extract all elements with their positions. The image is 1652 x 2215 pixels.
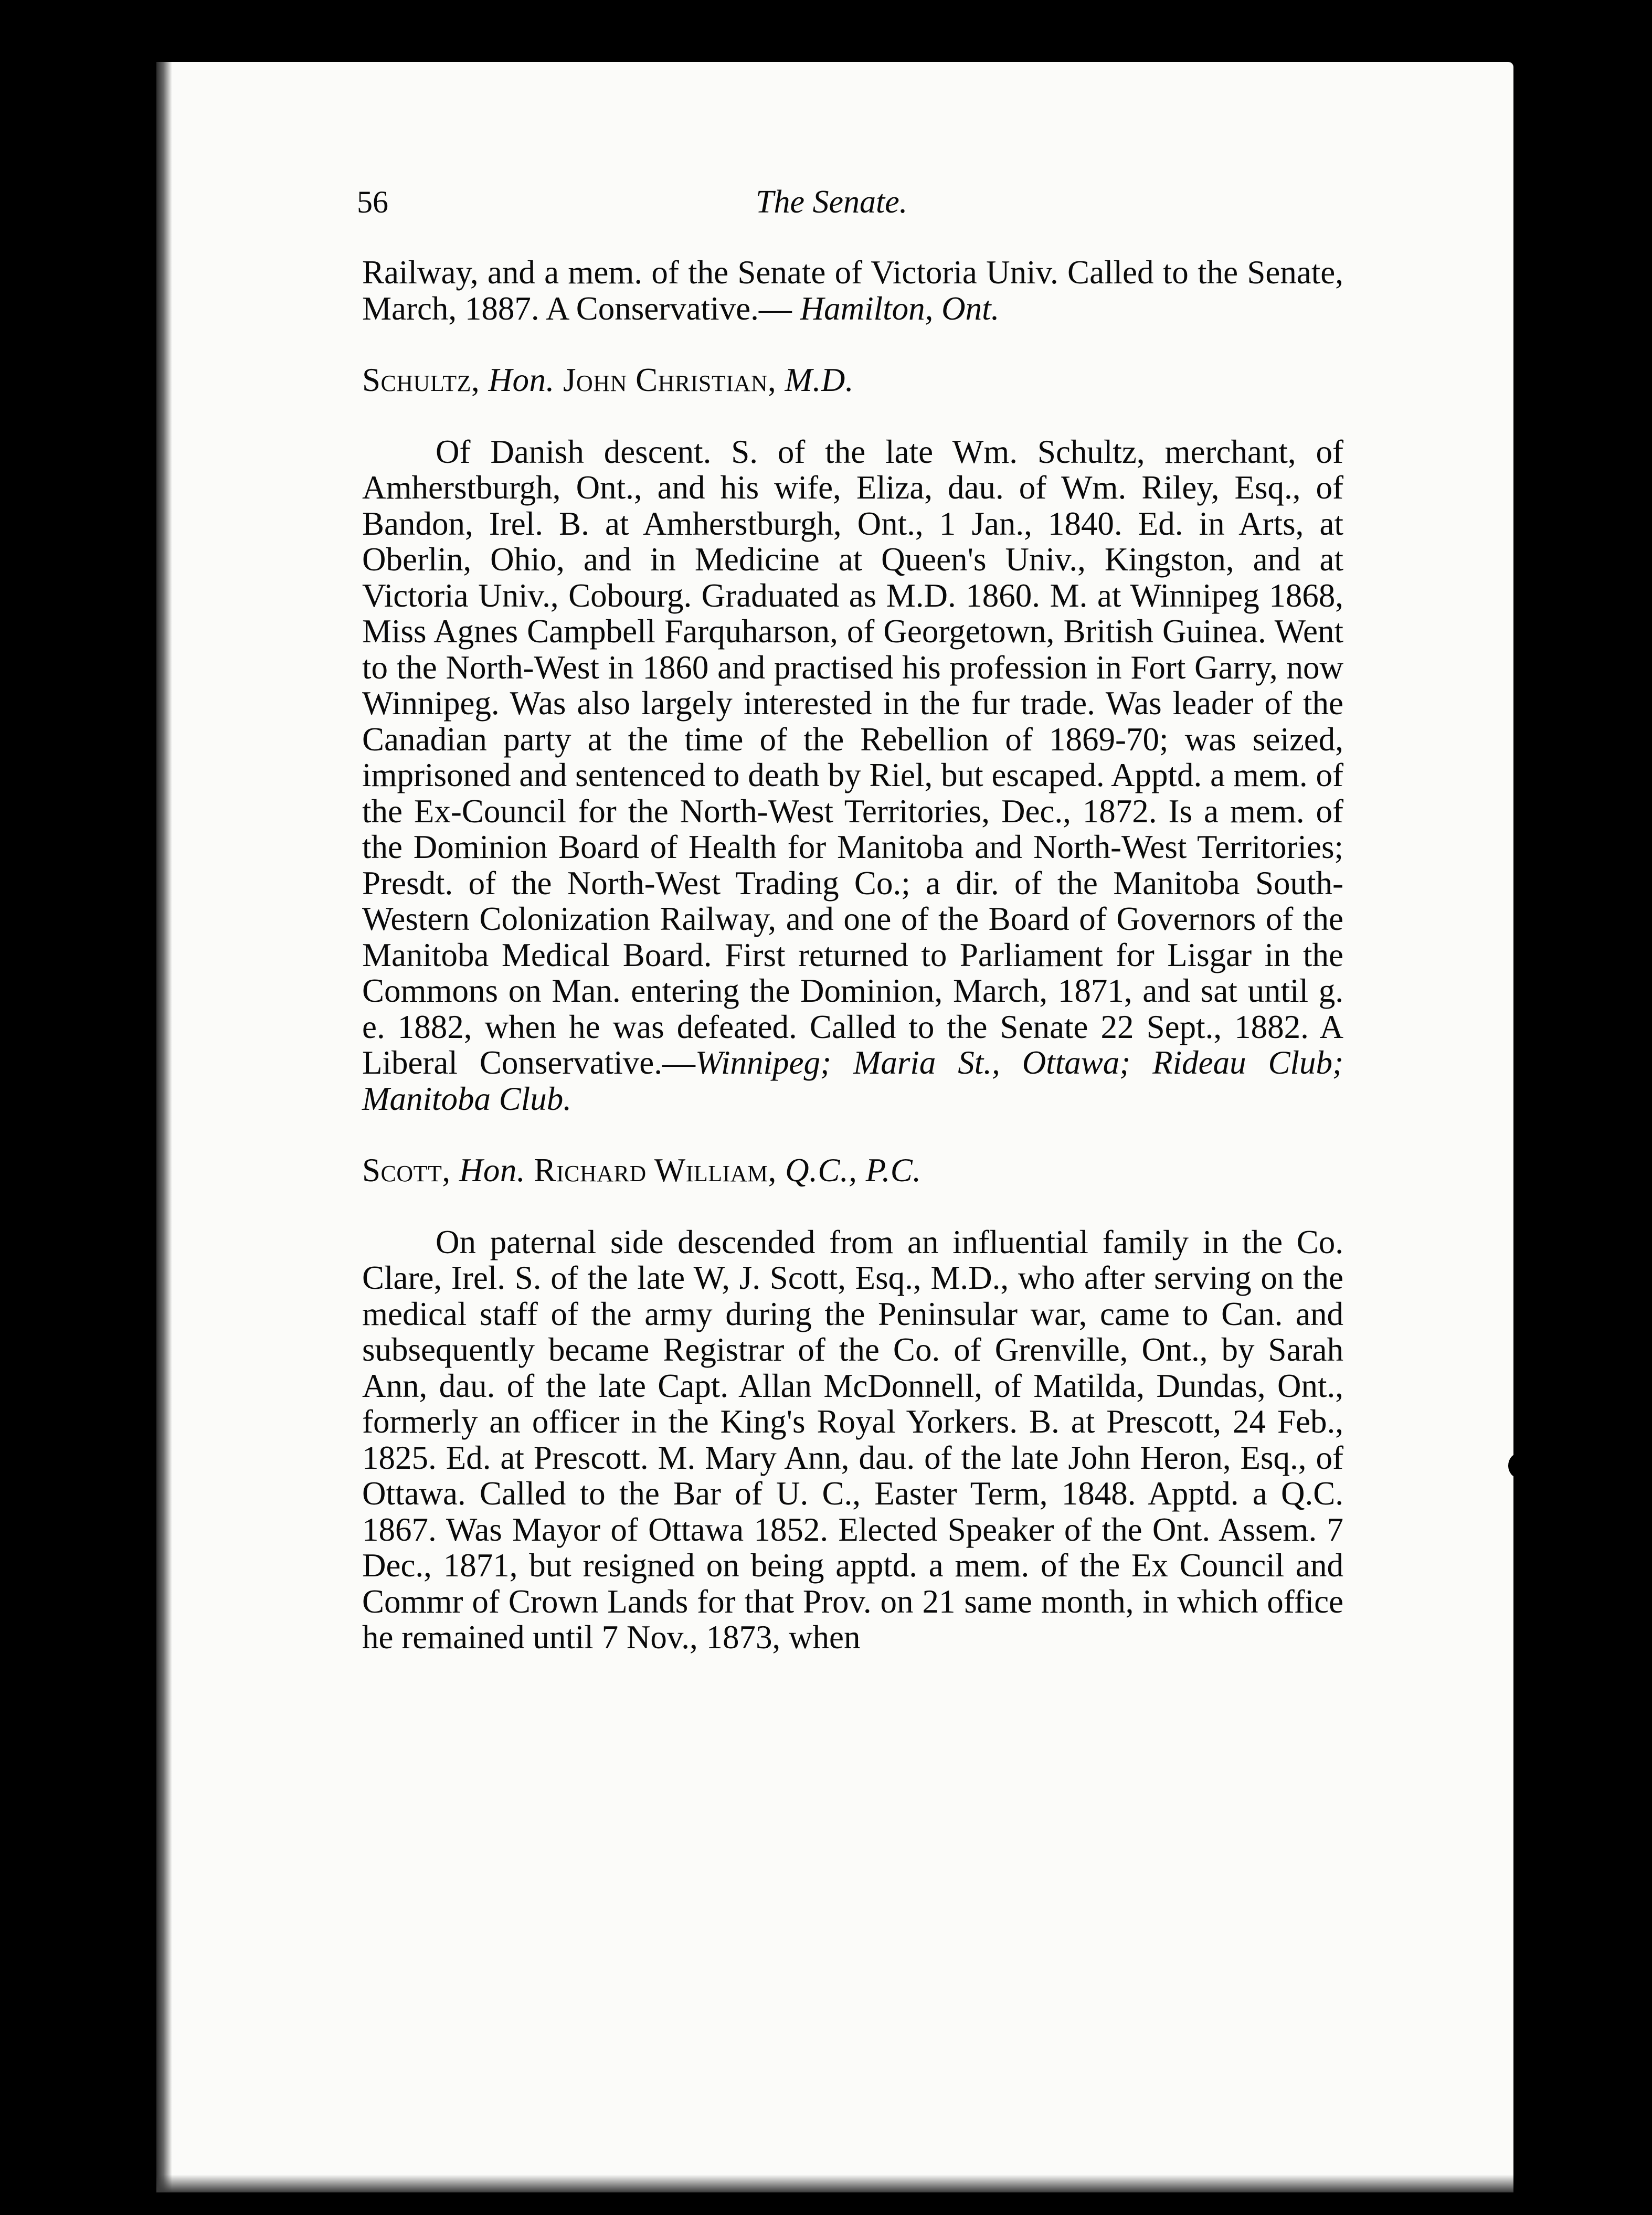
entry-body-text: Of Danish descent. S. of the late Wm. Schultz, merchant, of Amherstburgh, Ont., and his wife, Eliza, dau. of Wm. Riley, Esq., of Bandon, Irel. B. at Amherstburgh, Ont., 1 Jan., 1840. Ed. in Arts, at Oberlin, Ohio, and in Medicine at Queen's Univ., Kingston, and at Victoria Univ., Cobourg. Graduated as M.D. 1860. M. at Winnipeg 1868, Miss Agnes Campbell Farquharson, of Georgetown, British Guinea. Went to the North-West in 1860 and practised his profession in Fort Garry, now Winnipeg. Was also largely interested in the fur trade. Was leader of the Canadian party at the time of the Rebellion of 1869-70; was seized, imprisoned and sentenced to death by Riel, but escaped. Apptd. a mem. of the Ex-Council for the North-West Territories, Dec., 1872. Is a mem. of the Dominion Board of Health for Manitoba and North-West Territories; Presdt. of the North-West Trading Co.; a dir. of the Manitoba South-Western Colonization Railway, and one of the Board of Governors of the Manitoba Medical Board. First returned to Parliament for Lisgar in the Commons on Man. entering the Dominion, March, 1871, and sat until g. e. 1882, when he was defeated. Called to the Senate 22 Sept., 1882. A Liberal Conservative.— [362,433,1343,1081]
margin-rule-end [1508,1454,1528,1478]
binding-shadow [156,62,172,2192]
entry-given-names: John Christian, [563,362,777,398]
entry-body-text: On paternal side descended from an influential family in the Co. Clare, Irel. S. of the late W, J. Scott, Esq., M.D., who after serving on the medical staff of the army during the Peninsular war, came to Can. and subsequently became Registrar of the Co. of Grenville, Ont., by Sarah Ann, dau. of the late Capt. Allan McDonnell, of Matilda, Dundas, Ont., formerly an officer in the King's Royal Yorkers. B. at Prescott, 24 Feb., 1825. Ed. at Prescott. M. Mary Ann, dau. of the late John Heron, Esq., of Ottawa. Called to the Bar of U. C., Easter Term, 1848. Apptd. a Q.C. 1867. Was Mayor of Ottawa 1852. Elected Speaker of the Ont. Assem. 7 Dec., 1871, but resigned on being apptd. a mem. of the Ex Council and Commr of Crown Lands for that Prov. on 21 same month, in which office he remained until 7 Nov., 1873, when [362,1223,1343,1656]
entry-surname: Scott, [362,1152,451,1189]
running-title: The Senate. [756,184,908,220]
entry-honorific: Hon. [488,362,555,398]
page-number: 56 [357,185,388,219]
entry-body-schultz [362,434,1343,1117]
continuation-address: Hamilton, Ont. [800,290,1000,327]
entry-body-scott [362,1224,1343,1656]
margin-rule [1514,66,1522,1477]
entry-surname: Schultz, [362,362,480,398]
entry-given-names: Richard William, [534,1152,777,1189]
entry-heading-schultz [362,362,1343,398]
entry-suffix: M.D. [785,362,854,398]
entry-heading-scott [362,1152,1343,1189]
entry-address: Winnipeg; Maria St., Ottawa; Rideau Club; Manitoba Club. [362,1044,1343,1117]
continuation-text: Railway, and a mem. of the Senate of Victoria Univ. Called to the Senate, March, 1887. A Conservative.— [362,254,1343,327]
continuation-paragraph [362,255,1343,326]
entry-honorific: Hon. [459,1152,526,1189]
entry-suffix: Q.C., P.C. [785,1152,922,1189]
text-block [362,255,1343,1691]
bottom-edge-shadow [156,2175,1513,2192]
running-head [357,181,1322,228]
